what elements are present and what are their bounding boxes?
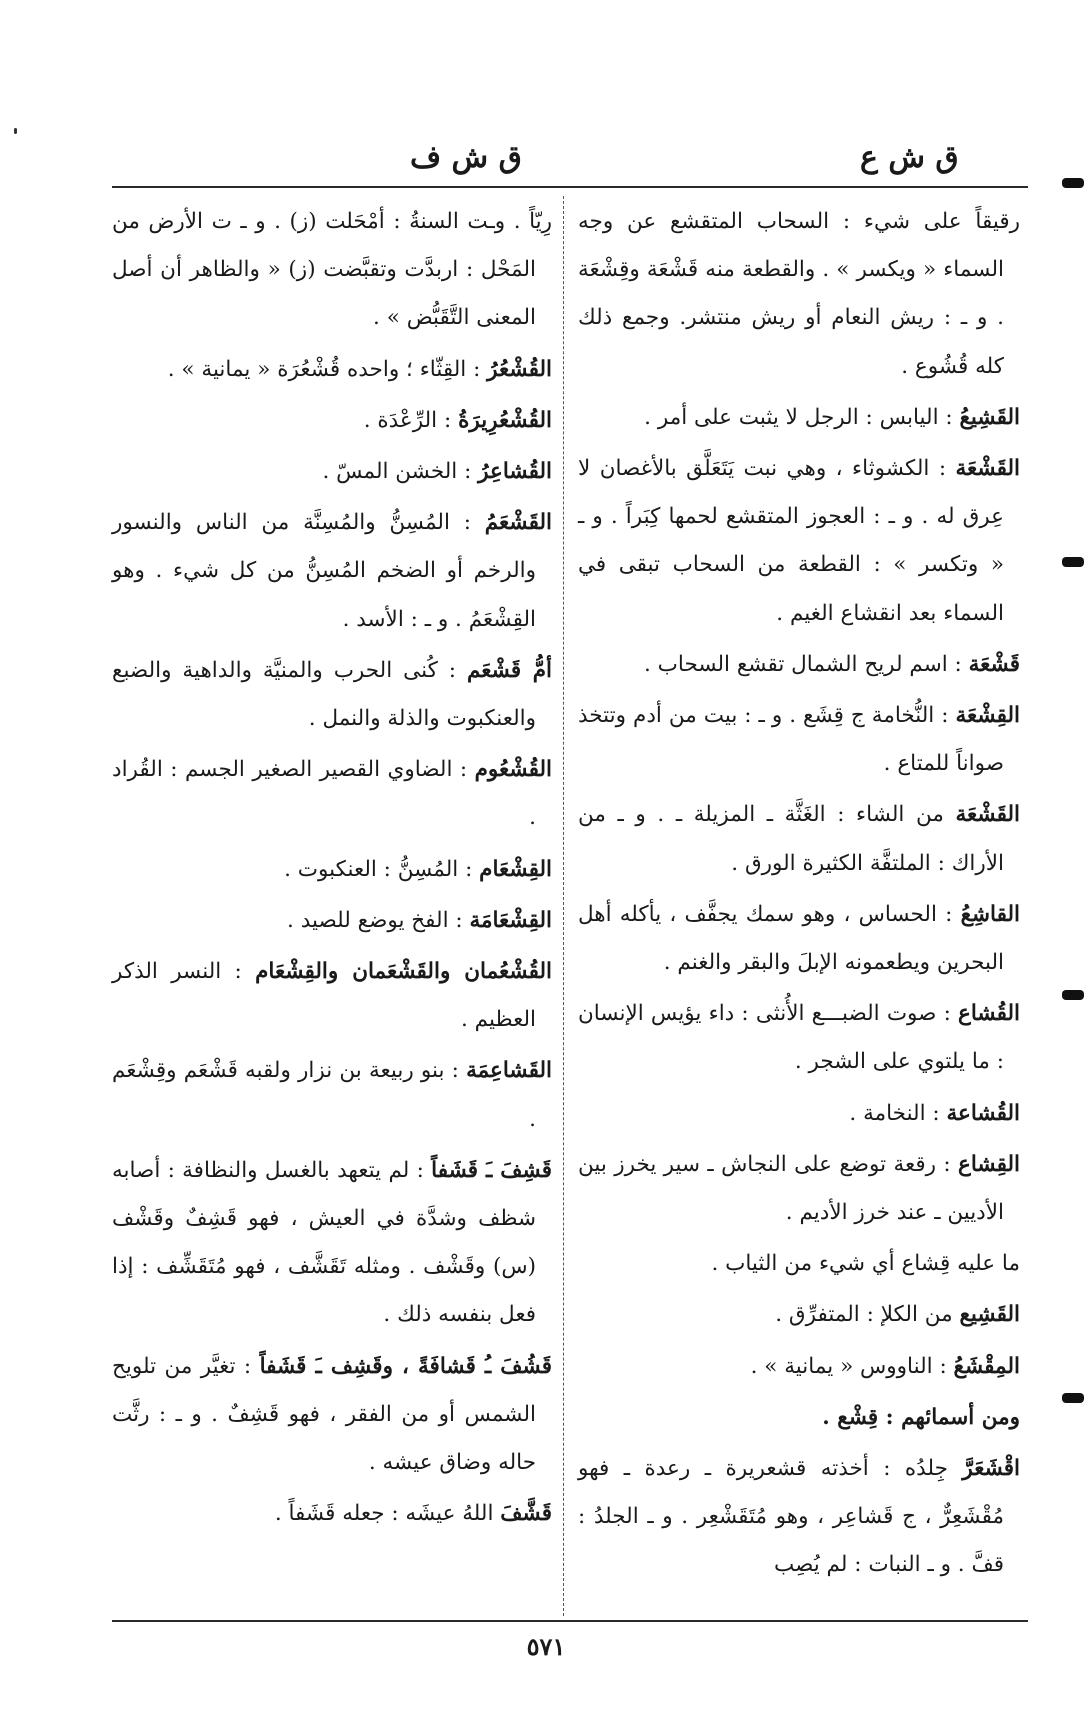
entry-definition: : النسر الذكر العظيم . bbox=[112, 959, 536, 1033]
entry-headword: القُشاعة bbox=[946, 1100, 1020, 1126]
footer-rule bbox=[112, 1620, 1028, 1622]
entry-definition: : الناووس « يمانية » . bbox=[750, 1353, 954, 1379]
scan-smudge bbox=[1062, 557, 1084, 567]
entry-headword: القِشْعَام bbox=[479, 856, 552, 882]
entry-headword: اقْشَعَرَّ bbox=[962, 1456, 1020, 1482]
entry-headword: القُشْعُوم bbox=[474, 757, 552, 783]
scan-smudge bbox=[1062, 1393, 1084, 1403]
entry-headword: قَشْعَة bbox=[968, 651, 1020, 677]
dictionary-entry bbox=[112, 448, 552, 496]
page-number: ٥٧١ bbox=[526, 1632, 566, 1661]
dictionary-entry bbox=[578, 641, 1020, 689]
dictionary-entry bbox=[578, 1291, 1020, 1339]
entry-definition: : اسم لريح الشمال تقشع السحاب . bbox=[643, 651, 969, 677]
scan-speck bbox=[14, 128, 17, 134]
entry-headword: قَشُفَ ـُ قَشافَةً ، وقَشِف ـَ قَشَفاً bbox=[259, 1353, 552, 1379]
dictionary-entry bbox=[578, 1394, 1020, 1442]
entry-definition: ومن أسمائهم : قِشْع . bbox=[822, 1404, 1020, 1430]
entry-definition: : كُنى الحرب والمنيَّة والداهية والضبع والعنكبوت والذلة والنمل . bbox=[112, 657, 536, 732]
entry-definition: : الحساس ، وهو سمك يجفَّف ، يأكله أهل البحرين ويطعمونه الإبلَ والبقر والغنم . bbox=[578, 901, 1004, 976]
dictionary-entry bbox=[578, 1445, 1020, 1590]
entry-definition: : القِثّاء ؛ واحده قُشْعُرَة « يمانية » . bbox=[167, 356, 488, 382]
entry-headword: القُشْعُمان والقَشْعَمان والقِشْعَام bbox=[255, 959, 552, 985]
entry-definition: اللهُ عيشَه : جعله قَشَفاً . bbox=[274, 1501, 501, 1527]
entry-headword: القَشِيع bbox=[959, 1302, 1020, 1328]
entry-headword: القُشْعُرُ bbox=[487, 356, 552, 382]
dictionary-entry bbox=[112, 948, 552, 1044]
dictionary-entry bbox=[578, 791, 1020, 887]
entry-headword: القَشِيعُ bbox=[959, 404, 1020, 430]
dictionary-entry bbox=[112, 1343, 552, 1488]
entry-headword: القِشْعَة bbox=[955, 703, 1020, 729]
entry-definition: : الرِّعْدَة . bbox=[363, 407, 459, 433]
entry-definition: : المُسِنُّ والمُسِنَّة من الناس والنسور والرخم أو الضخم المُسِنُّ من كل شيء . وهو القِشْعَمُ . و ـ : الأسد . bbox=[112, 510, 536, 632]
dictionary-entry bbox=[578, 445, 1020, 638]
right-column bbox=[578, 198, 1020, 1593]
dictionary-entry bbox=[578, 394, 1020, 442]
entry-definition: : المُسِنُّ : العنكبوت . bbox=[284, 856, 480, 882]
entry-headword: القَشْعَة bbox=[955, 456, 1020, 482]
scan-smudge bbox=[1062, 990, 1084, 1000]
dictionary-entry bbox=[578, 990, 1020, 1086]
entry-definition: رِيّاً . وـت السنةُ : أمْحَلت (ز) . و ـ ت الأرض من المَحْل : اربدَّت وتقبَّضت (ز) « والظاهر أن أصل المعنى التَّقَبُّض » . bbox=[112, 209, 552, 331]
entry-headword: القَشْعَة bbox=[955, 802, 1020, 828]
entry-headword: القَشْعَمُ bbox=[484, 510, 552, 536]
column-divider bbox=[563, 196, 564, 1616]
entry-headword: القِشْعَامَة bbox=[469, 907, 552, 933]
scan-smudge bbox=[1062, 178, 1084, 188]
entry-definition: : بنو ربيعة بن نزار ولقبه قَشْعَم وقِشْعَم . bbox=[112, 1058, 536, 1132]
dictionary-entry bbox=[112, 647, 552, 743]
entry-definition: : الفخ يوضع للصيد . bbox=[287, 907, 470, 933]
entry-headword: قَشِفَ ـَ قَشَفاً bbox=[431, 1157, 552, 1183]
entry-definition: : رقعة توضع على النجاش ـ سير يخرز بين الأديين ـ عند خرز الأديم . bbox=[578, 1151, 1004, 1226]
dictionary-entry bbox=[112, 198, 552, 343]
dictionary-entry bbox=[578, 891, 1020, 987]
dictionary-entry bbox=[112, 746, 552, 842]
dictionary-entry bbox=[112, 897, 552, 945]
entry-headword: القُشاعِرُ bbox=[478, 459, 552, 485]
entry-definition: : الضاوي القصير الصغير الجسم : القُراد . bbox=[112, 757, 536, 831]
entry-definition: ما عليه قِشاع أي شيء من الثياب . bbox=[711, 1251, 1020, 1277]
entry-headword: قَشَّفَ bbox=[500, 1501, 552, 1527]
dictionary-entry bbox=[112, 1490, 552, 1538]
dictionary-entry bbox=[112, 1147, 552, 1340]
entry-headword: القُشاع bbox=[958, 1001, 1020, 1027]
dictionary-entry bbox=[112, 346, 552, 394]
entry-definition: من الكلإ : المتفرِّق . bbox=[775, 1302, 960, 1328]
dictionary-entry bbox=[578, 198, 1020, 391]
entry-headword: المِقْشَعُ bbox=[953, 1353, 1020, 1379]
entry-definition: رقيقاً على شيء : السحاب المتقشع عن وجه السماء « ويكسر » . والقطعة منه قَشْعَة وقِشْعَة . و ـ : ريش النعام أو ريش منتشر. وجمع ذلك كله قُشُوع . bbox=[578, 209, 1020, 379]
entry-headword: القاشِعُ bbox=[960, 901, 1020, 927]
entry-definition: : تغيَّر من تلويح الشمس أو من الفقر ، فهو قَشِفٌ . و ـ : رثَّت حاله وضاق عيشه . bbox=[112, 1353, 536, 1476]
dictionary-entry bbox=[578, 1343, 1020, 1391]
entry-definition: : لم يتعهد بالغسل والنظافة : أصابه شظف وشدَّة في العيش ، فهو قَشِفٌ وقَشْف (س) وقَشْف . ومثله تَقَشَّف ، فهو مُتَقَشِّف : إذا فعل بنفسه ذلك . bbox=[112, 1157, 536, 1328]
entry-definition: : النُّخامة ج قِشَع . و ـ : بيت من أدم وتتخذ صواناً للمتاع . bbox=[578, 703, 1004, 777]
entry-definition: جِلدُه : أخذته قشعريرة ـ رعدة ـ فهو مُقْشَعِرٌّ ، ج قَشاعِر ، وهو مُتَقَشْعِر . و ـ الجلدُ : قفَّ . و ـ النبات : لم يُصِب bbox=[578, 1456, 1004, 1578]
dictionary-entry bbox=[578, 1090, 1020, 1138]
dictionary-entry bbox=[578, 1141, 1020, 1237]
entry-definition: من الشاء : الغَثَّة ـ المزيلة ـ . و ـ من الأراك : الملتفَّة الكثيرة الورق . bbox=[578, 802, 1004, 876]
entry-definition: : الخشن المسّ . bbox=[322, 459, 479, 485]
dictionary-entry bbox=[112, 397, 552, 445]
dictionary-entry bbox=[578, 1240, 1020, 1288]
left-column-heading: ق ش ف bbox=[410, 140, 522, 175]
entry-definition: : اليابس : الرجل لا يثبت على أمر . bbox=[644, 404, 960, 430]
entry-definition: : صوت الضبـــع الأُنثى : داء يؤيس الإنسان : ما يلتوي على الشجر . bbox=[578, 1001, 1004, 1075]
dictionary-entry bbox=[112, 499, 552, 644]
entry-headword: أمُّ قَشْعَم bbox=[466, 657, 552, 683]
entry-headword: القِشاع bbox=[958, 1151, 1020, 1177]
dictionary-entry bbox=[112, 846, 552, 894]
dictionary-entry bbox=[578, 692, 1020, 788]
left-column bbox=[112, 198, 552, 1541]
entry-definition: : الكشوثاء ، وهي نبت يَتَعَلَّق بالأغصان لا عِرق له . و ـ : العجوز المتقشع لحمها كِبَراً . و ـ « وتكسر » : القطعة من السحاب تبقى في السماء بعد انقشاع الغيم . bbox=[578, 456, 1004, 626]
entry-headword: القُشْعُرِيرَةُ bbox=[458, 407, 552, 433]
entry-definition: : النخامة . bbox=[849, 1100, 947, 1126]
page-header bbox=[110, 140, 1030, 180]
entry-headword: القَشاعِمَة bbox=[466, 1058, 552, 1084]
header-rule bbox=[112, 186, 1028, 188]
dictionary-entry bbox=[112, 1047, 552, 1143]
right-column-heading: ق ش ع bbox=[860, 140, 959, 175]
